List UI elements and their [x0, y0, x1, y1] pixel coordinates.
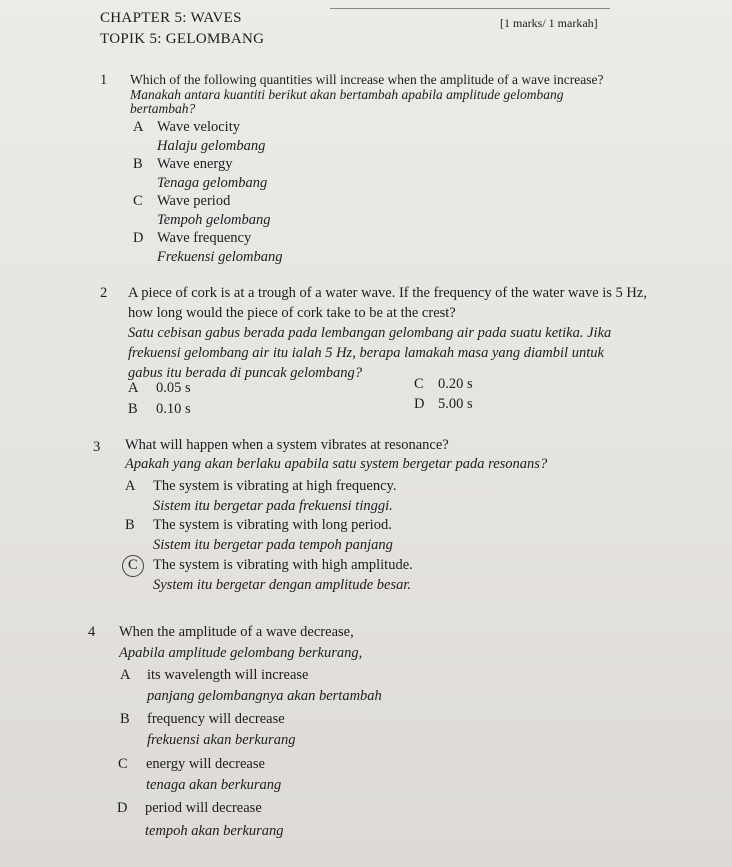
top-rule	[330, 8, 610, 9]
q4-option-c-en: energy will decrease	[146, 756, 265, 772]
q1-option-d-letter[interactable]: D	[133, 230, 144, 246]
question-4-text-ms: Apabila amplitude gelombang berkurang,	[119, 645, 363, 661]
q3-option-c-letter[interactable]: C	[128, 557, 138, 574]
q1-option-b-en: Wave energy	[157, 156, 233, 172]
marks-label: [1 marks/ 1 markah]	[500, 16, 598, 30]
question-1-text-en: Which of the following quantities will increase when the amplitude of a wave increase?	[130, 72, 604, 87]
q3-option-c-ms: System itu bergetar dengan amplitude besar.	[153, 577, 412, 593]
q3-option-b-letter[interactable]: B	[125, 517, 135, 533]
q4-option-b-en: frequency will decrease	[147, 711, 285, 727]
q1-option-a-ms: Halaju gelombang	[157, 138, 266, 154]
q1-option-b-letter[interactable]: B	[133, 156, 143, 172]
q2-option-a-value: 0.05 s	[156, 380, 191, 396]
topic-title: TOPIK 5: GELOMBANG	[100, 31, 265, 47]
q2-option-c-value: 0.20 s	[438, 376, 473, 392]
q1-option-d-ms: Frekuensi gelombang	[157, 249, 283, 265]
q2-option-a-letter[interactable]: A	[128, 380, 139, 396]
question-4-number: 4	[88, 624, 96, 640]
question-1-text-ms-line1: Manakah antara kuantiti berikut akan bertambah apabila amplitude gelombang	[130, 87, 564, 102]
q4-option-d-ms: tempoh akan berkurang	[145, 823, 284, 839]
q3-option-a-ms: Sistem itu bergetar pada frekuensi tinggi.	[153, 498, 393, 514]
q4-option-d-letter[interactable]: D	[117, 800, 128, 816]
question-1-number: 1	[100, 72, 108, 88]
q3-option-b-ms: Sistem itu bergetar pada tempoh panjang	[153, 537, 393, 553]
q4-option-a-en: its wavelength will increase	[147, 667, 309, 683]
q4-option-c-ms: tenaga akan berkurang	[146, 777, 282, 793]
question-2-text-ms-line1: Satu cebisan gabus berada pada lembangan gelombang air pada suatu ketika. Jika	[128, 325, 612, 341]
question-2-text-en-line2: how long would the piece of cork take to be at the crest?	[128, 305, 456, 321]
question-2-text-ms-line2: frekuensi gelombang air itu ialah 5 Hz, berapa lamakah masa yang diambil untuk	[128, 345, 604, 361]
q4-option-a-letter[interactable]: A	[120, 667, 131, 683]
q1-option-c-en: Wave period	[157, 193, 231, 209]
q3-option-a-en: The system is vibrating at high frequency.	[153, 478, 397, 494]
q3-option-c-en: The system is vibrating with high amplitude.	[153, 557, 413, 573]
question-2-text-ms-line3: gabus itu berada di puncak gelombang?	[128, 365, 362, 381]
q2-option-d-value: 5.00 s	[438, 396, 473, 412]
question-3-number: 3	[93, 439, 101, 455]
answer-circle-mark	[122, 555, 144, 577]
question-2-text-en-line1: A piece of cork is at a trough of a water wave. If the frequency of the water wave is 5 Hz,	[128, 285, 647, 301]
q4-option-d-en: period will decrease	[145, 800, 262, 816]
q1-option-d-en: Wave frequency	[157, 230, 252, 246]
q4-option-b-letter[interactable]: B	[120, 711, 130, 727]
question-3-text-en: What will happen when a system vibrates at resonance?	[125, 437, 449, 453]
q2-option-b-value: 0.10 s	[156, 401, 191, 417]
question-4-text-en: When the amplitude of a wave decrease,	[119, 624, 354, 640]
q1-option-c-ms: Tempoh gelombang	[157, 212, 271, 228]
q1-option-a-letter[interactable]: A	[133, 119, 144, 135]
q2-option-c-letter[interactable]: C	[414, 376, 424, 392]
q3-option-a-letter[interactable]: A	[125, 478, 136, 494]
q1-option-a-en: Wave velocity	[157, 119, 240, 135]
q2-option-b-letter[interactable]: B	[128, 401, 138, 417]
q4-option-c-letter[interactable]: C	[118, 756, 128, 772]
q1-option-b-ms: Tenaga gelombang	[157, 175, 268, 191]
question-2-number: 2	[100, 285, 108, 301]
q3-option-b-en: The system is vibrating with long period.	[153, 517, 392, 533]
chapter-title: CHAPTER 5: WAVES	[100, 10, 242, 26]
q4-option-b-ms: frekuensi akan berkurang	[147, 732, 296, 748]
q1-option-c-letter[interactable]: C	[133, 193, 143, 209]
question-3-text-ms: Apakah yang akan berlaku apabila satu system bergetar pada resonans?	[125, 456, 548, 472]
q2-option-d-letter[interactable]: D	[414, 396, 425, 412]
question-1-text-ms-line2: bertambah?	[130, 101, 196, 116]
q4-option-a-ms: panjang gelombangnya akan bertambah	[147, 688, 382, 704]
